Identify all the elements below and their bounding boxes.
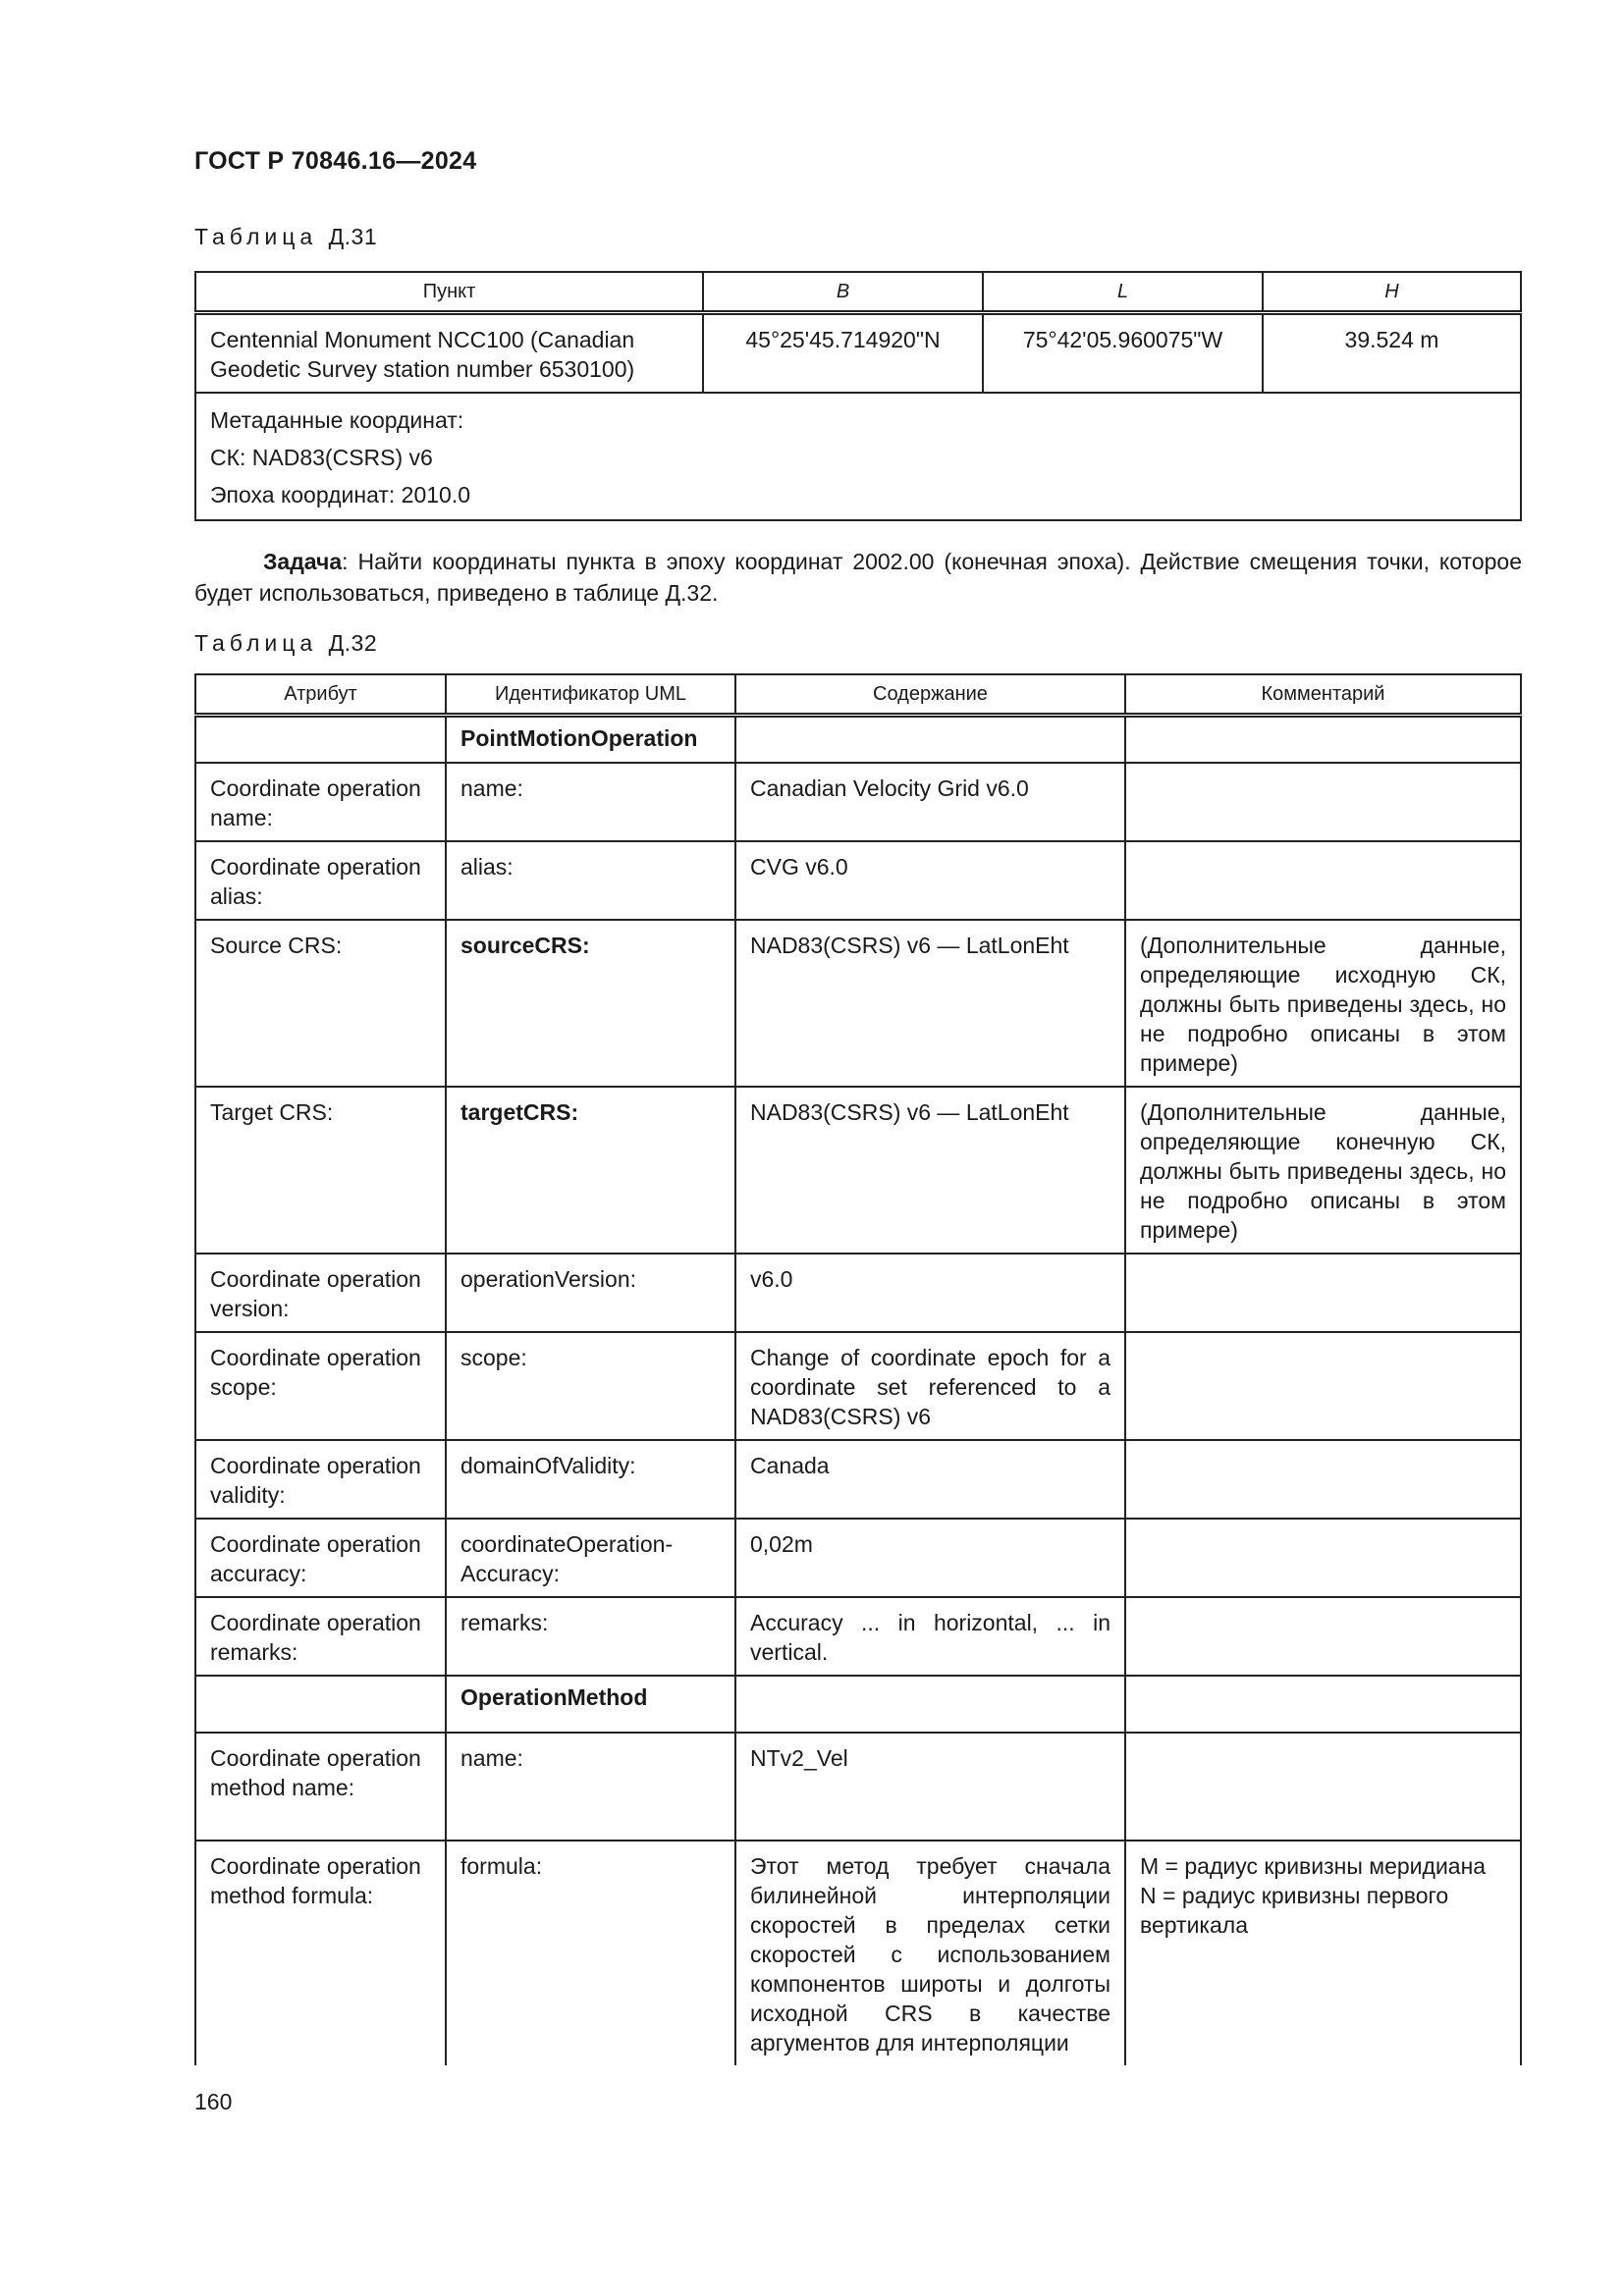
table32-col-content: Содержание [735, 674, 1125, 716]
content-cell: Canada [735, 1440, 1125, 1519]
table31-caption-word: Таблица [194, 224, 318, 249]
table-row [195, 1440, 1521, 1519]
table31-l-cell: 75°42'05.960075"W [983, 313, 1263, 394]
metadata-crs: СК: NAD83(CSRS) v6 [210, 445, 433, 470]
metadata-heading: Метаданные координат: [210, 407, 464, 433]
table31-b-cell: 45°25'45.714920"N [703, 313, 983, 394]
uml-cell: alias: [446, 841, 735, 920]
table32-col-uml: Идентификатор UML [446, 674, 735, 716]
content-cell: v6.0 [735, 1254, 1125, 1332]
uml-cell: remarks: [446, 1597, 735, 1676]
content-cell: NTv2_Vel [735, 1733, 1125, 1841]
uml-cell: OperationMethod [446, 1676, 735, 1733]
table-row [195, 1597, 1521, 1676]
table-32 [194, 673, 1522, 2065]
content-cell [735, 1676, 1125, 1733]
document-header: ГОСТ Р 70846.16—2024 [194, 147, 477, 175]
attr-cell: Coordinate operation alias: [195, 841, 446, 920]
table31-header-row [195, 272, 1521, 313]
attr-cell: Coordinate operation scope: [195, 1332, 446, 1440]
comment-cell [1125, 1332, 1521, 1440]
content-cell: CVG v6.0 [735, 841, 1125, 920]
table32-header-row [195, 674, 1521, 716]
uml-cell: sourceCRS: [446, 920, 735, 1087]
table-31 [194, 271, 1522, 521]
uml-cell: scope: [446, 1332, 735, 1440]
attr-cell: Coordinate operation method name: [195, 1733, 446, 1841]
table31-metadata-row [195, 393, 1521, 520]
comment-cell: (Дополнительные данные, определяющие исходную СК, должны быть приведены здесь, но не подробно описаны в этом примере) [1125, 920, 1521, 1087]
table-row [195, 1841, 1521, 2065]
comment-cell [1125, 1254, 1521, 1332]
content-cell: Change of coordinate epoch for a coordinate set referenced to a NAD83(CSRS) v6 [735, 1332, 1125, 1440]
table32-caption [194, 630, 377, 657]
comment-cell [1125, 1440, 1521, 1519]
table32-caption-word: Таблица [194, 630, 318, 656]
comment-cell [1125, 763, 1521, 841]
table-row [195, 763, 1521, 841]
table-row [195, 1676, 1521, 1733]
comment-cell: M = радиус кривизны меридиана N = радиус кривизны первого вертикала [1125, 1841, 1521, 2065]
content-cell: Accuracy ... in horizontal, ... in vertical. [735, 1597, 1125, 1676]
table-row [195, 1332, 1521, 1440]
uml-cell: coordinateOperation-Accuracy: [446, 1519, 735, 1597]
table-row [195, 841, 1521, 920]
page-number: 160 [194, 2089, 233, 2114]
uml-cell: domainOfValidity: [446, 1440, 735, 1519]
comment-cell [1125, 1519, 1521, 1597]
table31-col-b: B [703, 272, 983, 313]
attr-cell: Coordinate operation version: [195, 1254, 446, 1332]
table31-caption-number: Д.31 [328, 224, 378, 249]
content-cell: 0,02m [735, 1519, 1125, 1597]
attr-cell [195, 1676, 446, 1733]
comment-cell [1125, 1597, 1521, 1676]
content-cell: NAD83(CSRS) v6 — LatLonEht [735, 1087, 1125, 1254]
task-label: Задача [263, 549, 343, 574]
table31-h-cell: 39.524 m [1263, 313, 1521, 394]
content-cell: Этот метод требует сначала билинейной интерполяции скоростей в пределах сетки скоростей с использованием компонентов широты и долготы исходной CRS в качестве аргументов для интерполяции [735, 1841, 1125, 2065]
table-row [195, 1087, 1521, 1254]
comment-cell: (Дополнительные данные, определяющие конечную СК, должны быть приведены здесь, но не подробно описаны в этом примере) [1125, 1087, 1521, 1254]
attr-cell: Coordinate operation validity: [195, 1440, 446, 1519]
attr-cell: Source CRS: [195, 920, 446, 1087]
content-cell: NAD83(CSRS) v6 — LatLonEht [735, 920, 1125, 1087]
table31-row [195, 313, 1521, 394]
uml-cell: targetCRS: [446, 1087, 735, 1254]
task-text: : Найти координаты пункта в эпоху координат 2002.00 (конечная эпоха). Действие смещения точки, которое будет использоваться, приведено в таблице Д.32. [194, 549, 1522, 606]
attr-cell: Coordinate operation remarks: [195, 1597, 446, 1676]
uml-cell: name: [446, 1733, 735, 1841]
content-cell: Canadian Velocity Grid v6.0 [735, 763, 1125, 841]
table31-col-h: H [1263, 272, 1521, 313]
uml-cell: operationVersion: [446, 1254, 735, 1332]
table-row [195, 1733, 1521, 1841]
attr-cell: Coordinate operation accuracy: [195, 1519, 446, 1597]
comment-cell [1125, 841, 1521, 920]
table32-caption-number: Д.32 [328, 630, 378, 656]
table31-col-l: L [983, 272, 1263, 313]
table32-col-attribute: Атрибут [195, 674, 446, 716]
uml-cell: name: [446, 763, 735, 841]
attr-cell: Target CRS: [195, 1087, 446, 1254]
uml-cell: formula: [446, 1841, 735, 2065]
attr-cell [195, 716, 446, 763]
table-row [195, 1254, 1521, 1332]
task-paragraph [194, 546, 1522, 609]
table-row [195, 1519, 1521, 1597]
table31-metadata-cell [195, 393, 1521, 520]
table-row [195, 716, 1521, 763]
attr-cell: Coordinate operation name: [195, 763, 446, 841]
comment-cell [1125, 716, 1521, 763]
table31-caption [194, 224, 377, 250]
table31-col-point: Пункт [195, 272, 703, 313]
table-row [195, 920, 1521, 1087]
attr-cell: Coordinate operation method formula: [195, 1841, 446, 2065]
uml-cell: PointMotionOperation [446, 716, 735, 763]
comment-cell [1125, 1733, 1521, 1841]
content-cell [735, 716, 1125, 763]
table31-point-cell: Centennial Monument NCC100 (Canadian Geodetic Survey station number 6530100) [195, 313, 703, 394]
table32-col-comment: Комментарий [1125, 674, 1521, 716]
metadata-epoch: Эпоха координат: 2010.0 [210, 482, 471, 507]
comment-cell [1125, 1676, 1521, 1733]
